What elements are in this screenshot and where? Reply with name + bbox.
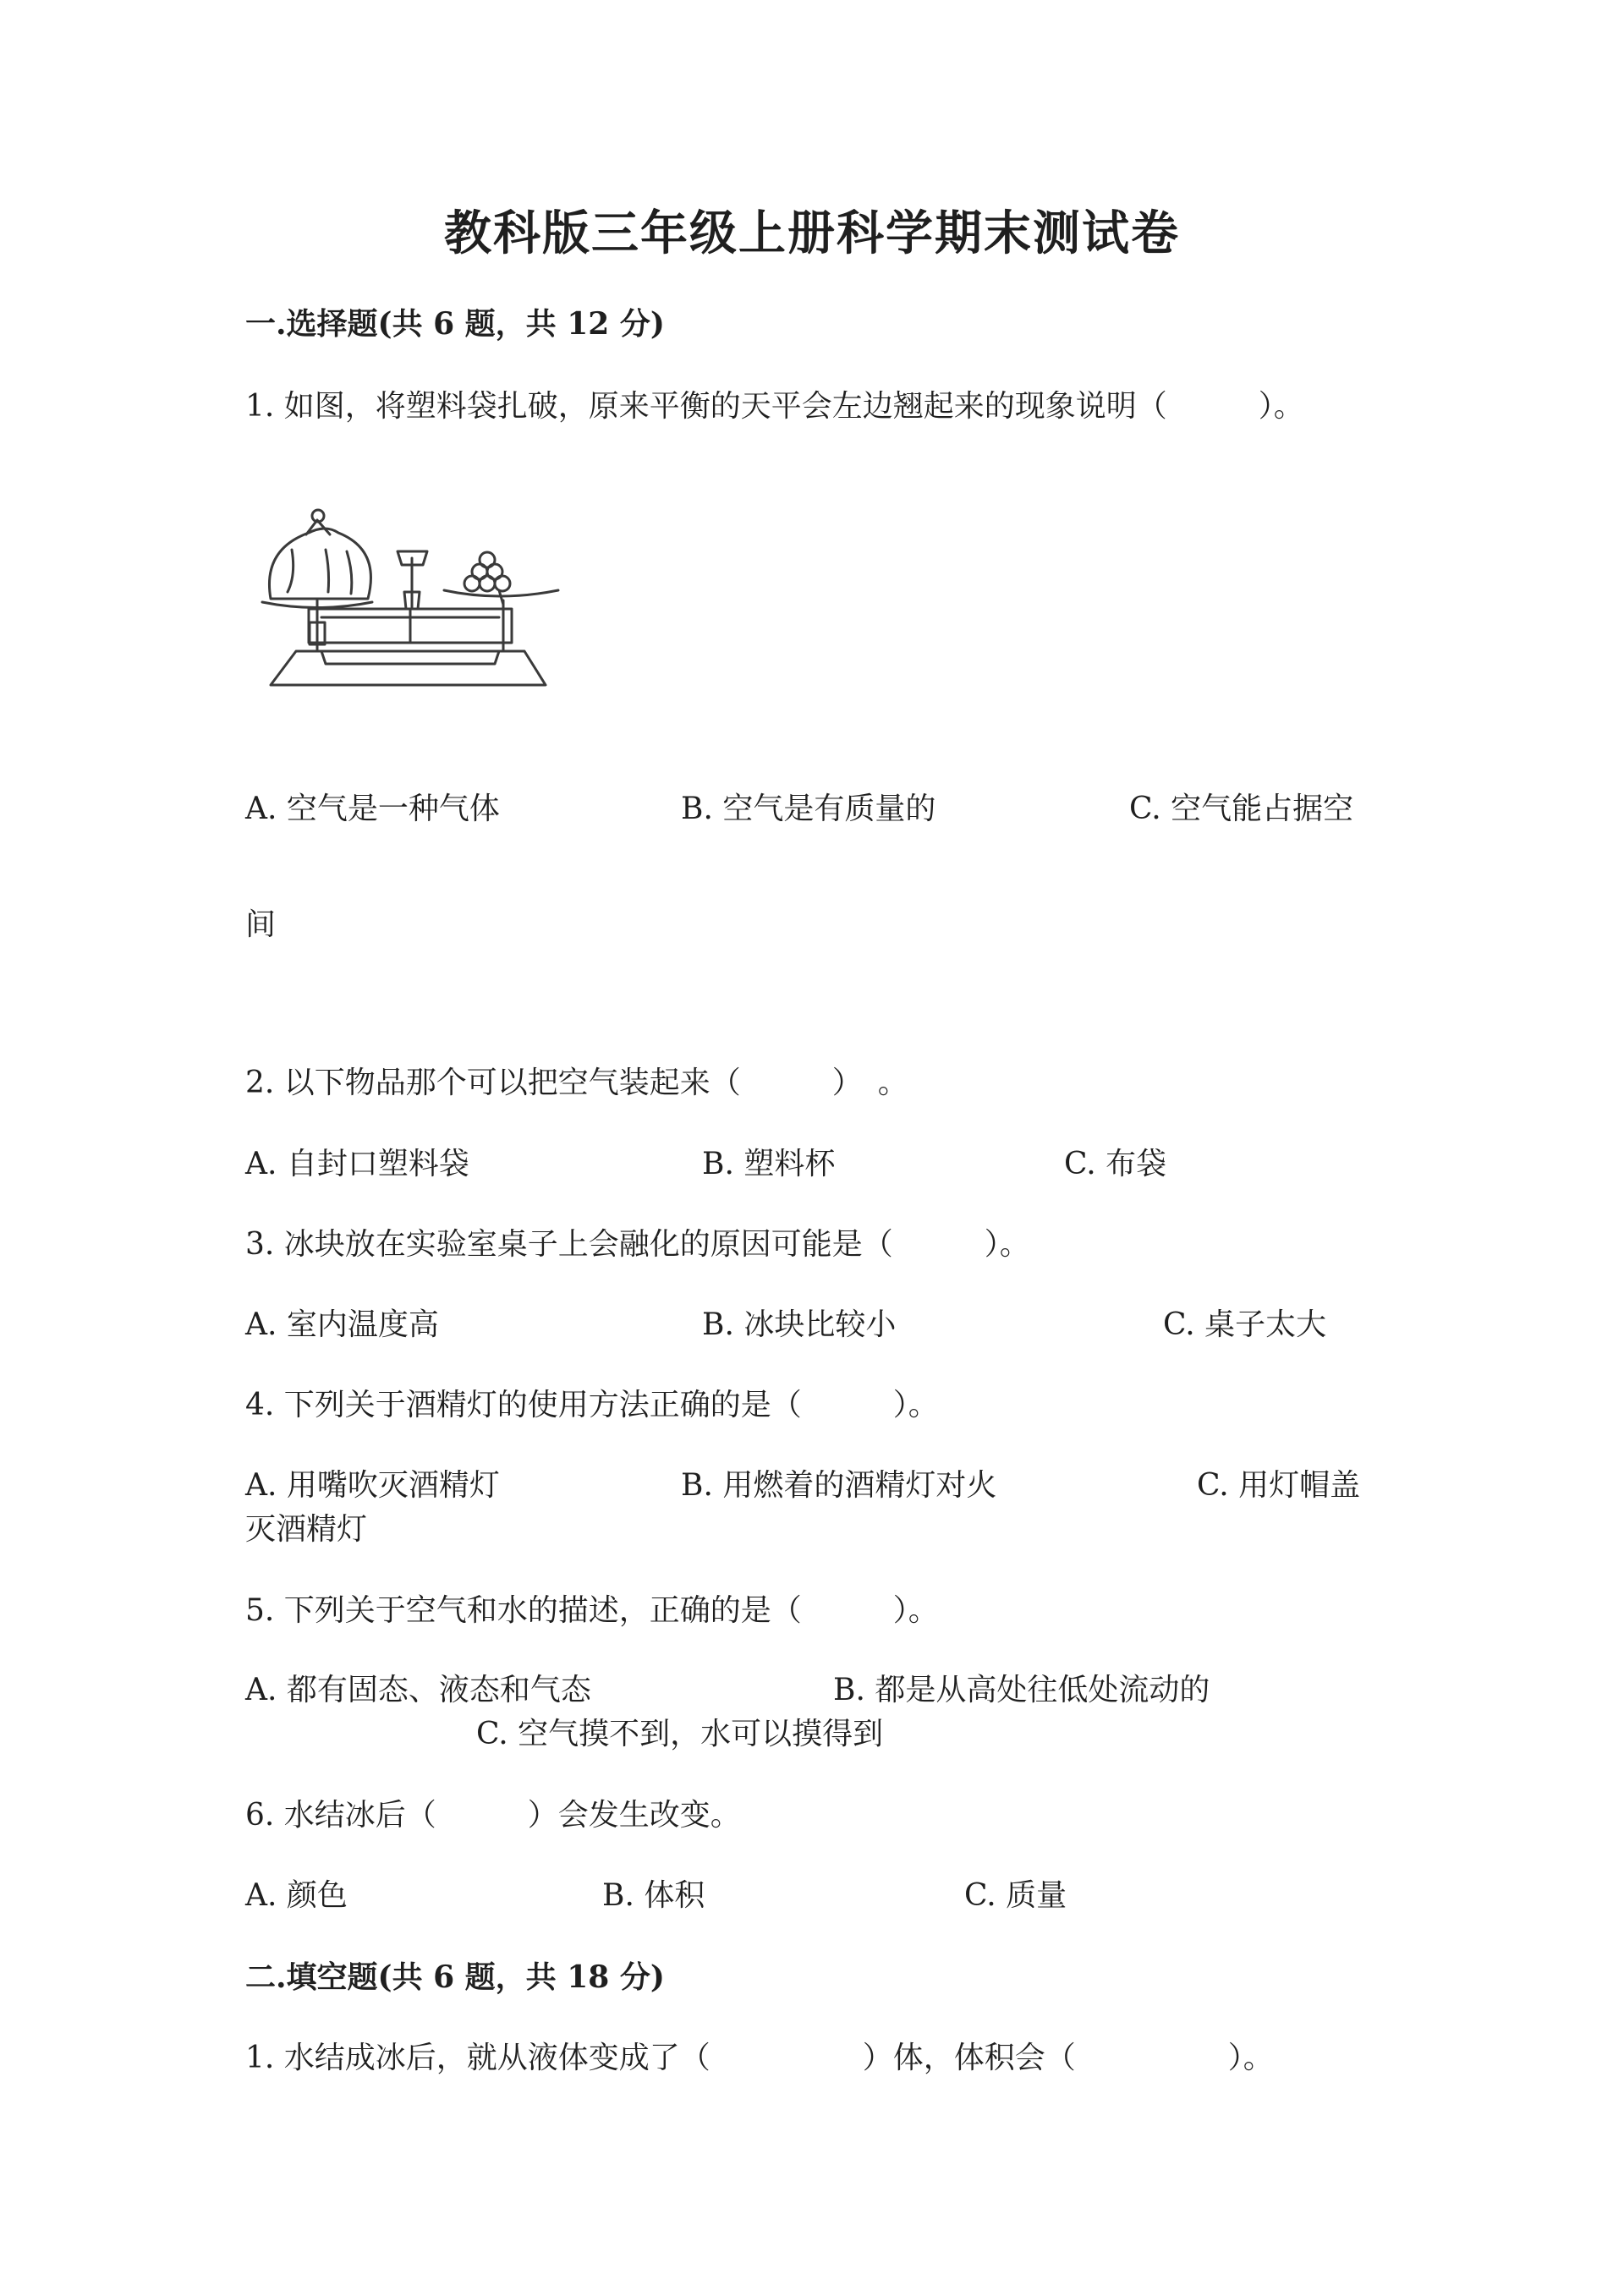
question-3-option-b: B. 冰块比较小 [702, 1307, 897, 1342]
question-1-option-b: B. 空气是有质量的 [681, 792, 936, 826]
question-4-stem: 4. 下列关于酒精灯的使用方法正确的是（ ）。 [245, 1388, 939, 1422]
page-title: 教科版三年级上册科学期末测试卷 [444, 205, 1180, 261]
balance-scale-with-bag-illustration [245, 499, 575, 710]
question-1-option-a: A. 空气是一种气体 [245, 792, 500, 826]
question-4-option-c: C. 用灯帽盖 [1197, 1468, 1361, 1503]
question-5-option-c: C. 空气摸不到，水可以摸得到 [476, 1717, 884, 1751]
question-6-option-c: C. 质量 [964, 1878, 1067, 1913]
question-2-stem: 2. 以下物品那个可以把空气装起来（ ） 。 [245, 1066, 908, 1100]
fill-question-1-stem: 1. 水结成冰后，就从液体变成了（ ）体，体积会（ ）。 [245, 2041, 1274, 2075]
question-3-option-a: A. 室内温度高 [245, 1307, 439, 1342]
section-heading-choice: 一.选择题(共 6 题，共 12 分) [245, 306, 665, 342]
section-heading-fill-in: 二.填空题(共 6 题，共 18 分) [245, 1959, 665, 1995]
question-5-option-b: B. 都是从高处往低处流动的 [833, 1673, 1210, 1707]
question-5-option-a: A. 都有固态、液态和气态 [245, 1673, 591, 1707]
question-2-option-b: B. 塑料杯 [702, 1147, 836, 1181]
question-6-option-a: A. 颜色 [245, 1878, 348, 1913]
question-6-option-b: B. 体积 [602, 1878, 705, 1913]
question-1-option-c: C. 空气能占据空 [1129, 792, 1354, 826]
question-4-option-a: A. 用嘴吹灭酒精灯 [245, 1468, 500, 1503]
question-2-option-a: A. 自封口塑料袋 [245, 1147, 469, 1181]
question-5-stem: 5. 下列关于空气和水的描述，正确的是（ ）。 [245, 1593, 939, 1628]
question-4-option-c-wrap: 灭酒精灯 [245, 1512, 368, 1547]
question-3-stem: 3. 冰块放在实验室桌子上会融化的原因可能是（ ）。 [245, 1227, 1030, 1262]
question-6-stem: 6. 水结冰后（ ）会发生改变。 [245, 1798, 741, 1833]
question-2-option-c: C. 布袋 [1064, 1147, 1167, 1181]
question-4-option-b: B. 用燃着的酒精灯对火 [681, 1468, 997, 1503]
question-1-stem: 1. 如图，将塑料袋扎破，原来平衡的天平会左边翘起来的现象说明（ ）。 [245, 389, 1304, 424]
question-1-option-c-wrap: 间 [245, 907, 277, 942]
question-3-option-c: C. 桌子太大 [1163, 1307, 1327, 1342]
